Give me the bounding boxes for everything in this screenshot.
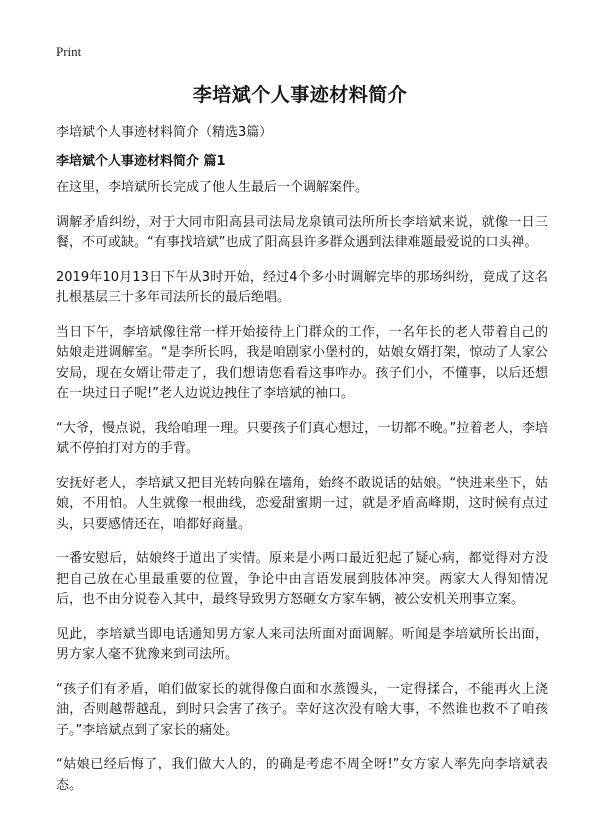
article-body [56, 178, 548, 810]
document-title: 李培斌个人事迹材料简介 [192, 84, 408, 106]
section-heading: 李培斌个人事迹材料简介 篇1 [56, 154, 226, 169]
paragraph: 安抚好老人，李培斌又把目光转向躲在墙角，始终不敢说话的姑娘。“快进来坐下，姑娘，不用怕。人生就像一根曲线，恋爱甜蜜期一过，就是矛盾高峰期，这时候有点过头，只要感情还在，咱都好商量。 [56, 475, 548, 532]
paragraph: 见此，李培斌当即电话通知男方家人来司法所面对面调解。听闻是李培斌所长出面，男方家人毫不犹豫来到司法所。 [56, 626, 548, 662]
paragraph: 2019年10月13日下午从3时开始，经过4个多小时调解完毕的那场纠纷，竟成了这名扎根基层三十多年司法所长的最后绝唱。 [56, 269, 548, 305]
document-subtitle: 李培斌个人事迹材料简介（精选3篇） [56, 125, 273, 140]
paragraph: 一番安慰后，姑娘终于道出了实情。原来是小两口最近犯起了疑心病，都觉得对方没把自己放在心里最重要的位置，争论中由言语发展到肢体冲突。两家大人得知情况后，也不由分说卷入其中，最终导致男方怒砸女方家车辆，被公安机关刑事立案。 [56, 551, 548, 607]
print-link[interactable]: Print [56, 44, 82, 59]
paragraph: 在这里，李培斌所长完成了他人生最后一个调解案件。 [56, 180, 369, 195]
paragraph: 调解矛盾纠纷，对于大同市阳高县司法局龙泉镇司法所所长李培斌来说，就像一日三餐，不可或缺。“有事找培斌”也成了阳高县许多群众遇到法律难题最爱说的口头禅。 [56, 214, 548, 250]
paragraph: “孩子们有矛盾，咱们做家长的就得像白面和水蒸馒头，一定得揉合，不能再火上浇油，否则越帮越乱，到时只会害了孩子。幸好这次没有啥大事，不然谁也救不了咱孩子。”李培斌点到了家长的痛处。 [56, 681, 548, 738]
paragraph: “大爷，慢点说，我给咱理一理。只要孩子们真心想过，一切都不晚。”拉着老人，李培斌不停拍打对方的手背。 [56, 420, 548, 456]
paragraph: “姑娘已经后悔了，我们做大人的，的确是考虑不周全呀!”女方家人率先向李培斌表态。 [56, 757, 548, 793]
paragraph: 当日下午，李培斌像往常一样开始接待上门群众的工作，一名年长的老人带着自己的姑娘走进调解室。“是李所长吗，我是咱剧家小堡村的，姑娘女婿打架，惊动了人家公安局，现在女婿让带走了，我们想请您看看这事咋办。孩子们小，不懂事，以后还想在一块过日子呢!”老人边说边拽住了李培斌的袖口。 [56, 324, 548, 401]
